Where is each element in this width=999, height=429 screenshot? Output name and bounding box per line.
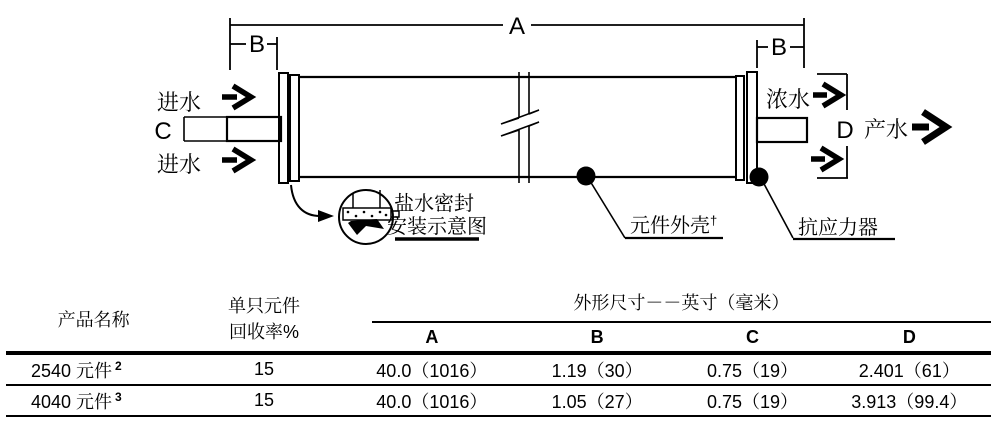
product-label: 产水 bbox=[864, 117, 909, 142]
concentrate-arrow-bottom-icon bbox=[811, 148, 839, 170]
feed-tube bbox=[227, 117, 281, 141]
brine-seal-detail-circle bbox=[339, 190, 393, 244]
table-row bbox=[6, 385, 991, 416]
dim-c-label: C bbox=[154, 118, 172, 145]
atd-leader-line bbox=[763, 182, 793, 238]
dim-b-right-label: B bbox=[770, 34, 788, 61]
feed-label-top: 进水 bbox=[157, 90, 202, 115]
product-footnote-marker: 3 bbox=[115, 389, 122, 404]
col-header-a: A bbox=[347, 323, 517, 353]
col-header-product-name: 产品名称 bbox=[6, 287, 181, 353]
brine-seal-label-line1: 盐水密封 bbox=[394, 193, 474, 215]
dimensions-spec-table bbox=[6, 287, 991, 417]
feed-arrow-top-icon bbox=[222, 86, 251, 108]
recovery-cell: 15 bbox=[181, 385, 346, 416]
product-name-cell: 2540 元件 $^2$ bbox=[6, 353, 181, 385]
recovery-header-line2: 回收率% bbox=[229, 322, 300, 342]
dim-a-cell: 40.0（1016） bbox=[347, 353, 517, 385]
recovery-header-line1: 单只元件 bbox=[228, 295, 300, 316]
brine-seal-curved-arrow bbox=[291, 185, 320, 216]
shell-label: 元件外壳† bbox=[630, 213, 718, 237]
dim-a-label: A bbox=[508, 13, 526, 40]
col-header-d: D bbox=[828, 323, 991, 353]
product-arrow-icon bbox=[912, 112, 946, 142]
pipe-break-symbol bbox=[501, 72, 539, 183]
col-header-recovery bbox=[181, 287, 346, 353]
shell-callout-dot bbox=[577, 167, 596, 186]
feed-arrow-bottom-icon bbox=[222, 149, 251, 171]
concentrate-tube bbox=[757, 118, 807, 142]
table-row bbox=[6, 353, 991, 385]
brine-seal-arrowhead-icon bbox=[318, 210, 334, 222]
recovery-cell: 15 bbox=[181, 353, 346, 385]
left-end-ring-inner bbox=[290, 75, 299, 181]
atd-label: 抗应力器 bbox=[798, 217, 878, 239]
right-end-ring-outer bbox=[747, 72, 757, 183]
product-footnote-marker: 2 bbox=[115, 358, 122, 373]
brine-seal-label-line2: 安装示意图 bbox=[387, 216, 487, 238]
dim-a-cell: 40.0（1016） bbox=[347, 385, 517, 416]
dim-b-left-label: B bbox=[248, 31, 266, 58]
col-header-b: B bbox=[517, 323, 677, 353]
atd-callout-dot bbox=[750, 168, 769, 187]
dims-group-header-cell bbox=[347, 287, 991, 323]
concentrate-label: 浓水 bbox=[766, 87, 811, 112]
dim-d-cell: 3.913（99.4） bbox=[828, 385, 991, 416]
dim-d-label: D bbox=[836, 117, 854, 144]
dim-c-cell: 0.75（19） bbox=[677, 353, 827, 385]
dims-group-header: 外形尺寸－－英寸（毫米） bbox=[372, 287, 991, 323]
product-name-cell: 4040 元件 $^3$ bbox=[6, 385, 181, 416]
dim-b-cell: 1.19（30） bbox=[517, 353, 677, 385]
shell-leader-line bbox=[590, 181, 625, 238]
concentrate-arrow-top-icon bbox=[813, 84, 841, 106]
feed-label-bottom: 进水 bbox=[157, 152, 202, 177]
dim-d-cell: 2.401（61） bbox=[828, 353, 991, 385]
col-header-c: C bbox=[677, 323, 827, 353]
dim-b-cell: 1.05（27） bbox=[517, 385, 677, 416]
right-end-ring-inner bbox=[736, 76, 744, 180]
dim-c-cell: 0.75（19） bbox=[677, 385, 827, 416]
